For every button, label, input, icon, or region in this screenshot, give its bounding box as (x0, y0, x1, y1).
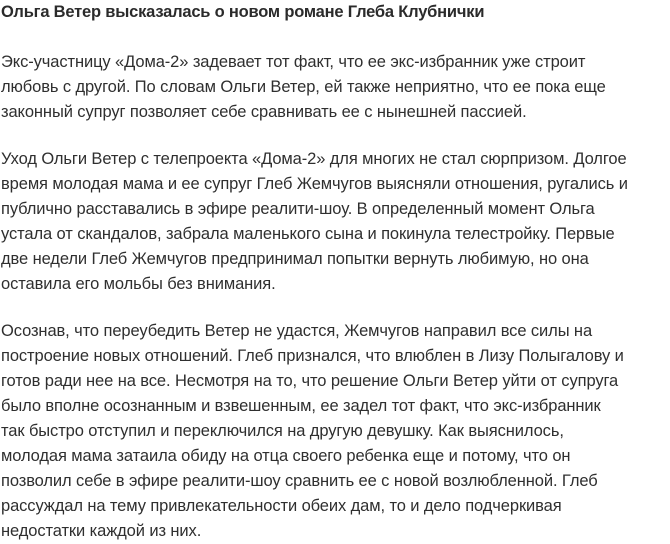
text-line: построение новых отношений. Глеб признался, что влюблен в Лизу Полыгалову и (1, 347, 624, 365)
paragraph (1, 319, 670, 544)
paragraph (1, 50, 670, 125)
text-line: недостатки каждой из них. (1, 522, 202, 540)
text-line: молодая мама затаила обиду на отца своего ребенка еще и потому, что он (1, 447, 571, 465)
text-line: Осознав, что переубедить Ветер не удастся, Жемчугов направил все силы на (1, 322, 593, 340)
text-line: так быстро отступил и переключился на другую девушку. Как выяснилось, (1, 422, 564, 440)
text-line: Уход Ольги Ветер с телепроекта «Дома-2» для многих не стал сюрпризом. Долгое (1, 150, 627, 168)
paragraph (1, 147, 670, 297)
text-line: Экс-участницу «Дома-2» задевает тот факт, что ее экс-избранник уже строит (1, 53, 586, 71)
text-line: позволил себе в эфире реалити-шоу сравнить ее с новой возлюбленной. Глеб (1, 472, 598, 490)
text-line: готов ради нее на все. Несмотря на то, что решение Ольги Ветер уйти от супруга (1, 372, 619, 390)
text-line: время молодая мама и ее супруг Глеб Жемчугов выясняли отношения, ругались и (1, 175, 628, 193)
text-line: рассуждал на тему привлекательности обеих дам, то и дело подчеркивая (1, 497, 562, 515)
text-line: две недели Глеб Жемчугов предпринимал попытки вернуть любимую, но она (1, 250, 589, 268)
text-line: публично расставались в эфире реалити-шоу. В определенный момент Ольга (1, 200, 595, 218)
text-line: законный супруг позволяет себе сравнивать ее с нынешней пассией. (1, 103, 527, 121)
text-line: устала от скандалов, забрала маленького сына и покинула телестройку. Первые (1, 225, 615, 243)
text-line: оставила его мольбы без внимания. (1, 275, 276, 293)
text-line: было вполне осознанным и взвешенным, ее задел тот факт, что экс-избранник (1, 397, 601, 415)
article-title: Ольга Ветер высказалась о новом романе Глеба Клубнички (1, 3, 485, 21)
text-line: любовь с другой. По словам Ольги Ветер, ей также неприятно, что ее пока еще (1, 78, 606, 96)
